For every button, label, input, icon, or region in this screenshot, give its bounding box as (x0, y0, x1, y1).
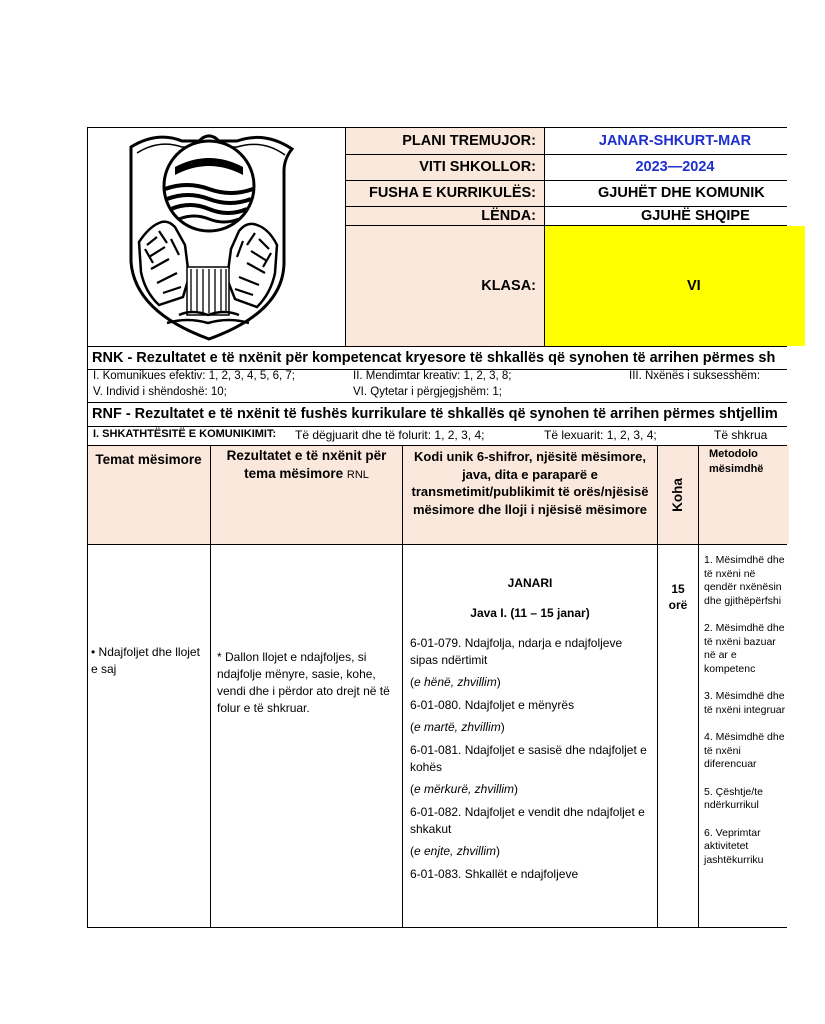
lesson-cell (403, 545, 657, 928)
rnk-successful-learner: III. Nxënës i suksesshëm: (629, 370, 761, 382)
lesson-list (410, 635, 650, 888)
rnk-creative-thinker: II. Mendimtar kreativ: 1, 2, 3, 8; (353, 370, 512, 382)
lesson-day-note-italic: e enjte, zhvillim (414, 844, 497, 858)
lesson-day-note-italic: e mërkurë, zhvillim (414, 782, 515, 796)
learning-result-cell: * Dallon llojet e ndajfoljes, si ndajfolje mënyre, sasie, kohe, vendi dhe i përdor ato drejt në të folur e të shkruar. (217, 650, 390, 715)
week-label: Java I. (11 – 15 janar) (470, 606, 590, 620)
col-header-method: Metodolo mësimdhë (699, 445, 789, 544)
lesson-title: 6-01-082. Ndajfoljet e vendit dhe ndajfoljet e shkakut (410, 805, 645, 836)
plan-label: PLANI TREMUJOR: (346, 127, 544, 154)
field-label: FUSHA E KURRIKULËS: (346, 180, 544, 206)
lesson-title: 6-01-081. Ndajfoljet e sasisë dhe ndajfoljet e kohës (410, 743, 647, 774)
col-header-time (658, 445, 698, 544)
month-label: JANARI (507, 576, 553, 590)
method-item: 2. Mësimdhë dhe të nxëni bazuar në ar e kompetenc (704, 622, 785, 675)
plan-value: JANAR-SHKURT-MAR (598, 132, 752, 149)
lesson-day-note: (e martë, zhvillim) (410, 720, 505, 734)
hours-unit: orë (668, 598, 688, 612)
hours-cell (658, 545, 698, 612)
lesson-day-note: (e enjte, zhvillim) (410, 844, 501, 858)
lesson-day-note-italic: e hënë, zhvillim (414, 675, 497, 689)
lesson-day-note-italic: e martë, zhvillim (414, 720, 501, 734)
subject-value: GJUHË SHQIPE (641, 207, 750, 224)
logo-cell (87, 127, 345, 346)
lesson-day-note: (e mërkurë, zhvillim) (410, 782, 519, 796)
subject-label: LËNDA: (346, 206, 544, 225)
hours-number: 15 (671, 582, 685, 596)
lesson-title: 6-01-083. Shkallët e ndajfoljeve (410, 867, 579, 881)
lesson-day-note: (e hënë, zhvillim) (410, 675, 501, 689)
col-header-results-text: Rezultatet e të nxënit për tema mësimore (226, 448, 387, 481)
rnf-listening-speaking: Të dëgjuarit dhe të folurit: 1, 2, 3, 4; (295, 428, 485, 442)
rnf-skills-label: I. SHKATHTËSITË E KOMUNIKIMIT: (93, 428, 277, 440)
rnk-effective-communicator: I. Komunikues efektiv: 1, 2, 3, 4, 5, 6, 7; (93, 370, 295, 382)
year-value: 2023—2024 (635, 159, 715, 175)
rnk-responsible-citizen: VI. Qytetar i përgjegjshëm: 1; (353, 386, 502, 398)
lesson-title: 6-01-079. Ndajfolja, ndarja e ndajfoljeve sipas ndërtimit (410, 636, 623, 667)
lesson-title: 6-01-080. Ndajfoljet e mënyrës (410, 698, 575, 712)
plan-sheet (87, 127, 787, 928)
method-item: 5. Çështje/te ndërkurrikul (704, 785, 763, 811)
col-header-time-text: Koha (670, 478, 685, 512)
class-value: VI (545, 226, 805, 346)
method-item: 3. Mësimdhë dhe të nxëni integruar (704, 690, 786, 716)
method-item: 6. Veprimtar aktivitetet jashtëkurriku (704, 826, 764, 866)
method-item: 4. Mësimdhë dhe të nxëni diferencuar (704, 731, 785, 770)
class-label: KLASA: (346, 226, 544, 346)
col-header-results-suffix: RNL (346, 469, 369, 481)
rnf-reading: Të lexuarit: 1, 2, 3, 4; (544, 428, 657, 442)
rnf-writing: Të shkrua (714, 428, 768, 442)
year-label: VITI SHKOLLOR: (346, 154, 544, 180)
method-list (704, 546, 790, 867)
municipality-emblem-icon (87, 127, 345, 346)
col-header-results (211, 445, 402, 544)
col-header-topics: Temat mësimore (87, 445, 210, 544)
rnf-title: RNF - Rezultatet e të nxënit të fushës kurrikulare të shkallës që synohen të arrihen përmes shtjellim (92, 406, 778, 422)
topic-cell: • Ndajfoljet dhe llojet e saj (91, 645, 200, 676)
method-item: 1. Mësimdhë dhe të nxëni në qendër nxënësin dhe gjithëpërfshi (704, 554, 785, 607)
rnk-healthy-individual: V. Individ i shëndoshë: 10; (93, 386, 227, 398)
field-value: GJUHËT DHE KOMUNIK (598, 185, 765, 201)
rnk-title: RNK - Rezultatet e të nxënit për kompetencat kryesore të shkallës që synohen të arrihen përmes sh (92, 349, 776, 366)
col-header-code: Kodi unik 6-shifror, njësitë mësimore, java, dita e paraparë e transmetimit/publikimit të orës/njësisë mësimore dhe lloji i njësisë mësimore (403, 445, 657, 544)
